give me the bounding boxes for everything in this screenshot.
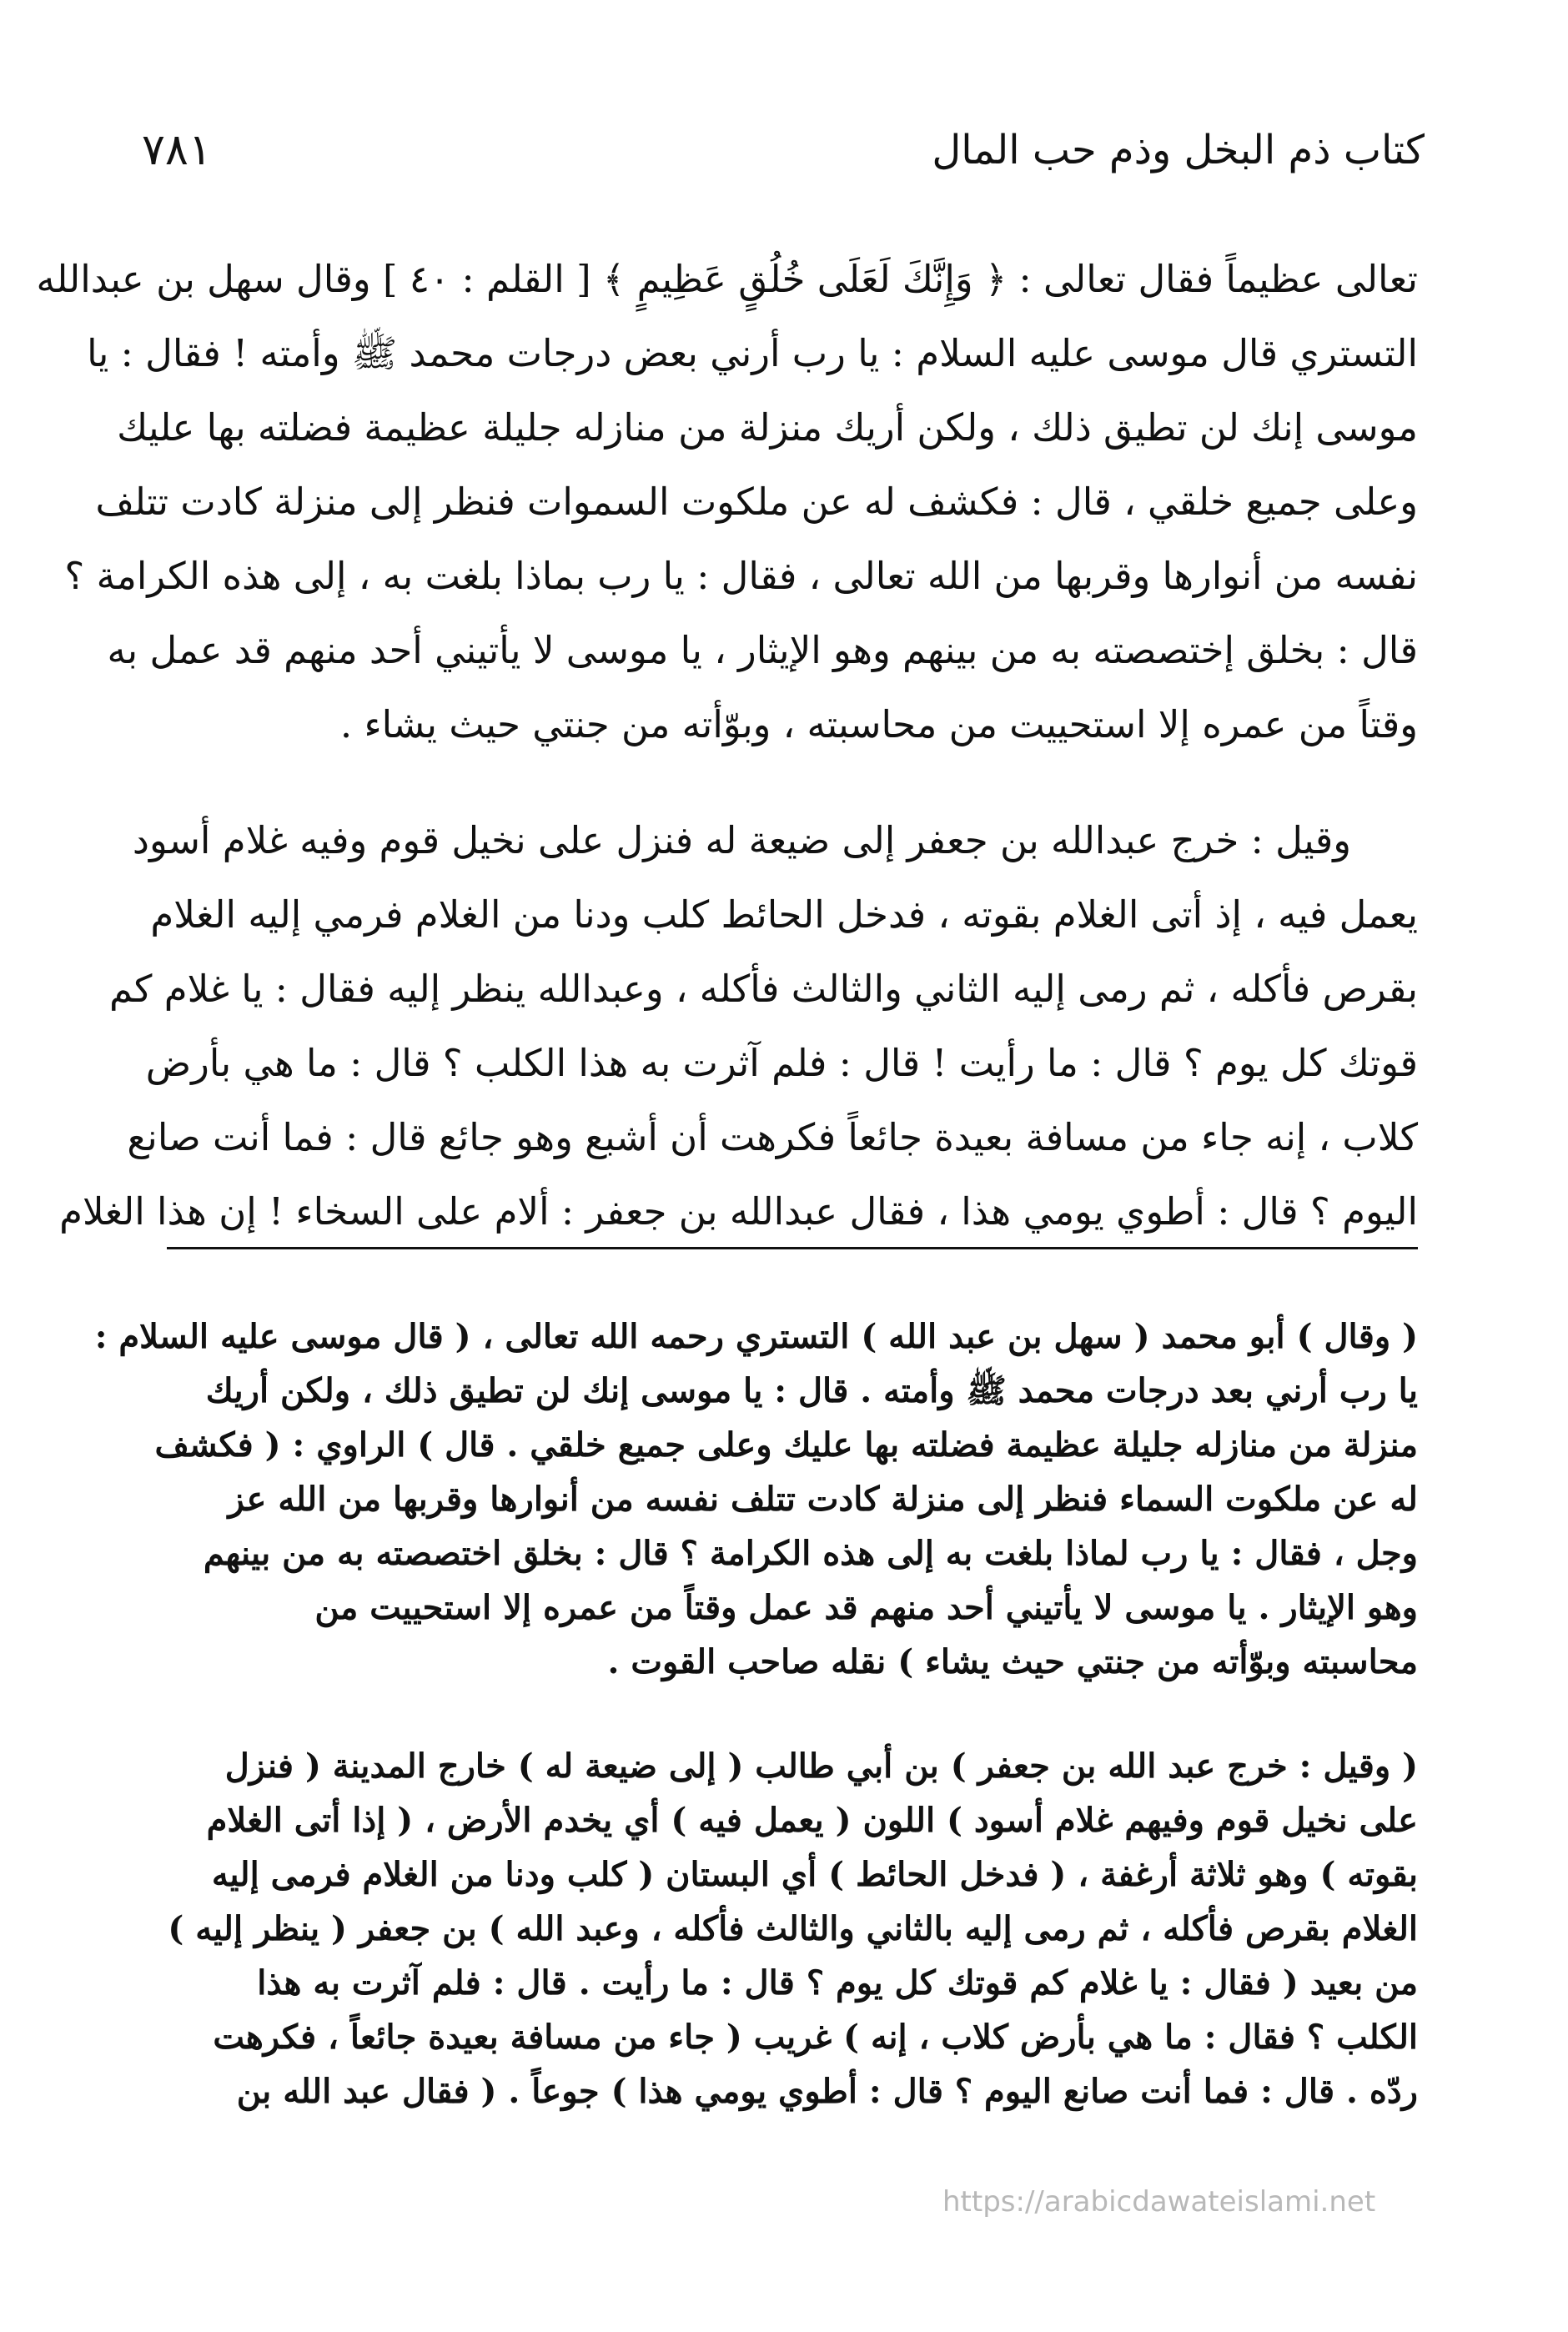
commentary-line: يا رب أرني بعد درجات محمد ﷺ وأمته . قال : يا موسى إنك لن تطيق ذلك ، ولكن أريك [205,1371,1418,1410]
text-line: قال : بخلق إختصصته به من بينهم وهو الإيثار ، يا موسى لا يأتيني أحد منهم قد عمل به [107,628,1418,672]
commentary-line: الكلب ؟ فقال : ما هي بأرض كلاب ، إنه ) غريب ( جاء من مسافة بعيدة جائعاً ، فكرهت [213,2018,1418,2057]
text-line: بقرص فأكله ، ثم رمى إليه الثاني والثالث فأكله ، وعبدالله ينظر إليه فقال : يا غلام كم [109,967,1418,1011]
text-line: وقيل : خرج عبدالله بن جعفر إلى ضيعة له فنزل على نخيل قوم وفيه غلام أسود [132,818,1351,862]
commentary-line: على نخيل قوم وفيهم غلام أسود ) اللون ( يعمل فيه ) أي يخدم الأرض ، ( إذا أتى الغلام [206,1801,1418,1840]
commentary-text [94,1309,1418,2118]
text-line: موسى إنك لن تطيق ذلك ، ولكن أريك منزلة من منازله جليلة عظيمة فضلته بها عليك [117,405,1418,450]
commentary-line: محاسبته وبوّأته من جنتي حيث يشاء ) نقله صاحب القوت . [607,1642,1418,1681]
running-title: كتاب ذم البخل وذم حب المال [932,127,1425,173]
commentary-line: منزلة من منازله جليلة عظيمة فضلته بها عليك وعلى جميع خلقي . قال ) الراوي : ( فكشف [154,1425,1418,1465]
main-text [36,242,1418,1249]
text-line: كلاب ، إنه جاء من مسافة بعيدة جائعاً فكرهت أن أشبع وهو جائع قال : فما أنت صانع [127,1115,1418,1159]
commentary-line: من بعيد ( فقال : يا غلام كم قوتك كل يوم ؟ قال : ما رأيت . قال : فلم آثرت به هذا [257,1963,1418,2003]
source-watermark: https://arabicdawateislami.net [942,2185,1376,2219]
commentary-line: بقوته ) وهو ثلاثة أرغفة ، ( فدخل الحائط ) أي البستان ( كلب ودنا من الغلام فرمى إليه [211,1855,1418,1894]
commentary-line: ( وقال ) أبو محمد ( سهل بن عبد الله ) التستري رحمه الله تعالى ، ( قال موسى عليه السلام : [94,1317,1418,1356]
commentary-line: الغلام بقرص فأكله ، ثم رمى إليه بالثاني والثالث فأكله ، وعبد الله ) بن جعفر ( ينظر إليه ) [168,1909,1418,1948]
text-line: قوتك كل يوم ؟ قال : ما رأيت ! قال : فلم آثرت به هذا الكلب ؟ قال : ما هي بأرض [145,1041,1418,1085]
commentary-line: ردّه . قال : فما أنت صانع اليوم ؟ قال : أطوي يومي هذا ) جوعاً . ( فقال عبد الله بن [236,2072,1418,2111]
text-line: يعمل فيه ، إذ أتى الغلام بقوته ، فدخل الحائط كلب ودنا من الغلام فرمي إليه الغلام [150,892,1418,937]
commentary-line: وهو الإيثار . يا موسى لا يأتيني أحد منهم قد عمل وقتاً من عمره إلا استحييت من [314,1588,1418,1627]
text-line: التستري قال موسى عليه السلام : يا رب أرني بعض درجات محمد ﷺ وأمته ! فقال : يا [87,331,1418,375]
text-line: نفسه من أنوارها وقربها من الله تعالى ، فقال : يا رب بماذا بلغت به ، إلى هذه الكرامة ؟ [64,554,1418,598]
text-line: وقتاً من عمره إلا استحييت من محاسبته ، وبوّأته من جنتي حيث يشاء . [339,702,1418,746]
paragraph-gap [150,761,1418,803]
commentary-line: ( وقيل : خرج عبد الله بن جعفر ) بن أبي طالب ( إلى ضيعة له ) خارج المدينة ( فنزل [224,1746,1418,1786]
text-line: وعلى جميع خلقي ، قال : فكشف له عن ملكوت السموات فنظر إلى منزلة كادت تتلف [95,480,1418,524]
paragraph-gap [150,1689,1418,1739]
text-line: اليوم ؟ قال : أطوي يومي هذا ، فقال عبدالله بن جعفر : ألام على السخاء ! إن هذا الغلام [59,1189,1418,1234]
text-line: تعالى عظيماً فقال تعالى : ﴿ وَإِنَّكَ لَعَلَى خُلُقٍ عَظِيمٍ ﴾ [ القلم : ٤٠ ] وقال سهل بن عبدالله [36,257,1418,301]
section-divider [167,1247,1418,1249]
page-header [133,117,1435,183]
commentary-line: وجل ، فقال : يا رب لماذا بلغت به إلى هذه الكرامة ؟ قال : بخلق اختصصته به من بينهم [203,1534,1418,1573]
page-number: ٧٨١ [142,125,212,175]
commentary-line: له عن ملكوت السماء فنظر إلى منزلة كادت تتلف نفسه من أنوارها وقربها من الله عز [228,1480,1418,1519]
